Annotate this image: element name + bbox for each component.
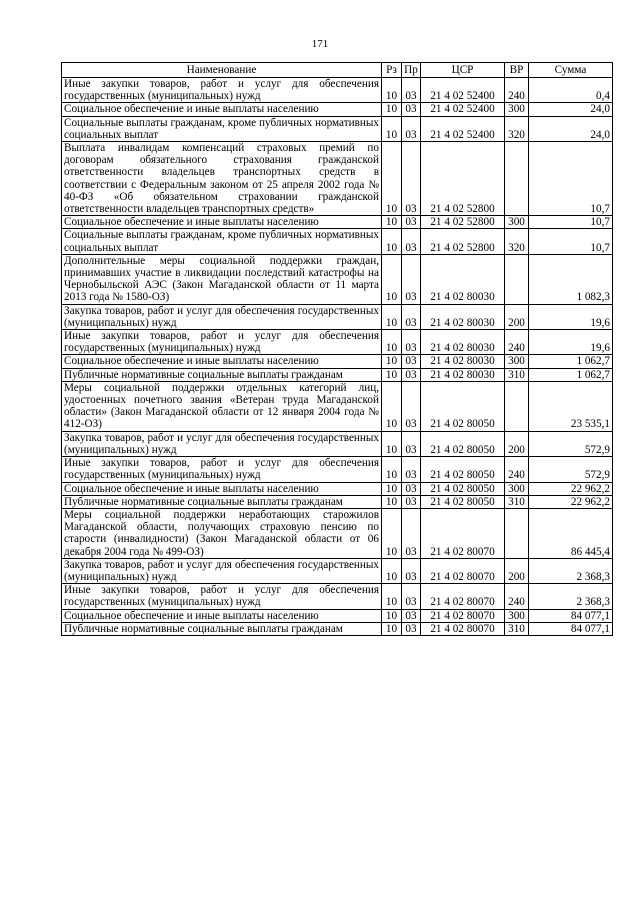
table-row bbox=[62, 431, 613, 456]
cell-rz: 10 bbox=[382, 558, 402, 583]
table-row bbox=[62, 609, 613, 622]
header-pr: Пр bbox=[402, 63, 421, 78]
cell-vr: 240 bbox=[505, 584, 529, 609]
cell-rz: 10 bbox=[382, 78, 402, 103]
cell-sum: 572,9 bbox=[529, 457, 613, 482]
cell-pr: 03 bbox=[402, 558, 421, 583]
table-body bbox=[62, 78, 613, 636]
cell-vr bbox=[505, 142, 529, 216]
table-row bbox=[62, 368, 613, 381]
cell-sum: 86 445,4 bbox=[529, 508, 613, 558]
cell-pr: 03 bbox=[402, 457, 421, 482]
cell-csr: 21 4 02 52800 bbox=[421, 142, 505, 216]
cell-vr: 310 bbox=[505, 368, 529, 381]
cell-csr: 21 4 02 80030 bbox=[421, 330, 505, 355]
cell-rz: 10 bbox=[382, 229, 402, 254]
cell-name: Социальные выплаты гражданам, кроме публичных нормативных социальных выплат bbox=[62, 116, 382, 141]
cell-pr: 03 bbox=[402, 508, 421, 558]
cell-pr: 03 bbox=[402, 142, 421, 216]
cell-csr: 21 4 02 80030 bbox=[421, 304, 505, 329]
table-row bbox=[62, 330, 613, 355]
table-row bbox=[62, 508, 613, 558]
table-row bbox=[62, 142, 613, 216]
cell-vr: 240 bbox=[505, 78, 529, 103]
cell-pr: 03 bbox=[402, 431, 421, 456]
cell-sum: 1 062,7 bbox=[529, 355, 613, 368]
cell-name: Социальные выплаты гражданам, кроме публичных нормативных социальных выплат bbox=[62, 229, 382, 254]
cell-vr: 200 bbox=[505, 304, 529, 329]
cell-sum: 10,7 bbox=[529, 142, 613, 216]
cell-sum: 10,7 bbox=[529, 216, 613, 229]
cell-pr: 03 bbox=[402, 482, 421, 495]
cell-rz: 10 bbox=[382, 116, 402, 141]
cell-vr: 320 bbox=[505, 116, 529, 141]
cell-sum: 84 077,1 bbox=[529, 609, 613, 622]
cell-vr: 320 bbox=[505, 229, 529, 254]
cell-name: Закупка товаров, работ и услуг для обеспечения государственных (муниципальных) нужд bbox=[62, 431, 382, 456]
cell-vr: 200 bbox=[505, 431, 529, 456]
table-row bbox=[62, 229, 613, 254]
table-row bbox=[62, 622, 613, 635]
table-row bbox=[62, 304, 613, 329]
header-name: Наименование bbox=[62, 63, 382, 78]
cell-name: Публичные нормативные социальные выплаты гражданам bbox=[62, 622, 382, 635]
cell-rz: 10 bbox=[382, 330, 402, 355]
cell-pr: 03 bbox=[402, 584, 421, 609]
cell-csr: 21 4 02 80070 bbox=[421, 508, 505, 558]
cell-csr: 21 4 02 80050 bbox=[421, 495, 505, 508]
cell-sum: 24,0 bbox=[529, 116, 613, 141]
table-row bbox=[62, 558, 613, 583]
table-row bbox=[62, 355, 613, 368]
cell-csr: 21 4 02 52400 bbox=[421, 103, 505, 116]
cell-rz: 10 bbox=[382, 142, 402, 216]
cell-csr: 21 4 02 52400 bbox=[421, 78, 505, 103]
cell-pr: 03 bbox=[402, 368, 421, 381]
cell-sum: 572,9 bbox=[529, 431, 613, 456]
cell-vr: 240 bbox=[505, 457, 529, 482]
cell-csr: 21 4 02 80070 bbox=[421, 584, 505, 609]
cell-rz: 10 bbox=[382, 609, 402, 622]
header-rz: Рз bbox=[382, 63, 402, 78]
cell-pr: 03 bbox=[402, 609, 421, 622]
cell-name: Выплата инвалидам компенсаций страховых премий по договорам обязательного страхования гражданской ответственности владельцев транспортных средств в соответствии с Федеральным законом от 25 апреля 2002 года № 40-ФЗ «Об обязательном страховании гражданской ответственности владельцев транспортных средств» bbox=[62, 142, 382, 216]
cell-sum: 19,6 bbox=[529, 304, 613, 329]
table-row bbox=[62, 482, 613, 495]
cell-name: Дополнительные меры социальной поддержки граждан, принимавших участие в ликвидации последствий катастрофы на Чернобыльской АЭС (Закон Магаданской области от 11 марта 2013 года № 1580-ОЗ) bbox=[62, 254, 382, 304]
cell-pr: 03 bbox=[402, 495, 421, 508]
cell-rz: 10 bbox=[382, 584, 402, 609]
cell-name: Иные закупки товаров, работ и услуг для обеспечения государственных (муниципальных) нужд bbox=[62, 457, 382, 482]
cell-csr: 21 4 02 80050 bbox=[421, 431, 505, 456]
cell-sum: 2 368,3 bbox=[529, 558, 613, 583]
cell-pr: 03 bbox=[402, 116, 421, 141]
cell-csr: 21 4 02 80050 bbox=[421, 482, 505, 495]
table-row bbox=[62, 457, 613, 482]
cell-rz: 10 bbox=[382, 103, 402, 116]
cell-sum: 2 368,3 bbox=[529, 584, 613, 609]
cell-sum: 10,7 bbox=[529, 229, 613, 254]
cell-sum: 1 082,3 bbox=[529, 254, 613, 304]
table-row bbox=[62, 116, 613, 141]
cell-name: Публичные нормативные социальные выплаты гражданам bbox=[62, 368, 382, 381]
cell-name: Публичные нормативные социальные выплаты гражданам bbox=[62, 495, 382, 508]
cell-name: Социальное обеспечение и иные выплаты населению bbox=[62, 482, 382, 495]
table-row bbox=[62, 254, 613, 304]
cell-sum: 84 077,1 bbox=[529, 622, 613, 635]
cell-vr: 300 bbox=[505, 482, 529, 495]
cell-vr bbox=[505, 508, 529, 558]
cell-sum: 24,0 bbox=[529, 103, 613, 116]
table-row bbox=[62, 78, 613, 103]
cell-rz: 10 bbox=[382, 355, 402, 368]
budget-table bbox=[61, 62, 613, 636]
table-row bbox=[62, 103, 613, 116]
cell-pr: 03 bbox=[402, 78, 421, 103]
cell-name: Социальное обеспечение и иные выплаты населению bbox=[62, 103, 382, 116]
cell-sum: 23 535,1 bbox=[529, 381, 613, 431]
cell-pr: 03 bbox=[402, 216, 421, 229]
cell-rz: 10 bbox=[382, 216, 402, 229]
cell-csr: 21 4 02 52800 bbox=[421, 216, 505, 229]
cell-vr: 240 bbox=[505, 330, 529, 355]
cell-sum: 22 962,2 bbox=[529, 482, 613, 495]
cell-name: Закупка товаров, работ и услуг для обеспечения государственных (муниципальных) нужд bbox=[62, 304, 382, 329]
cell-csr: 21 4 02 80030 bbox=[421, 254, 505, 304]
cell-csr: 21 4 02 80070 bbox=[421, 558, 505, 583]
cell-sum: 22 962,2 bbox=[529, 495, 613, 508]
cell-pr: 03 bbox=[402, 355, 421, 368]
table-row bbox=[62, 495, 613, 508]
cell-name: Иные закупки товаров, работ и услуг для обеспечения государственных (муниципальных) нужд bbox=[62, 78, 382, 103]
page-number: 171 bbox=[311, 38, 329, 50]
cell-csr: 21 4 02 80030 bbox=[421, 355, 505, 368]
header-csr: ЦСР bbox=[421, 63, 505, 78]
cell-vr: 310 bbox=[505, 495, 529, 508]
cell-rz: 10 bbox=[382, 482, 402, 495]
table-header-row bbox=[62, 63, 613, 78]
cell-pr: 03 bbox=[402, 229, 421, 254]
cell-csr: 21 4 02 80050 bbox=[421, 457, 505, 482]
cell-csr: 21 4 02 80050 bbox=[421, 381, 505, 431]
cell-name: Меры социальной поддержки неработающих старожилов Магаданской области, получающих страховую пенсию по старости (инвалидности) (Закон Магаданской области от 06 декабря 2004 года № 499-ОЗ) bbox=[62, 508, 382, 558]
cell-rz: 10 bbox=[382, 368, 402, 381]
cell-vr: 310 bbox=[505, 622, 529, 635]
cell-rz: 10 bbox=[382, 304, 402, 329]
cell-csr: 21 4 02 80070 bbox=[421, 622, 505, 635]
cell-vr bbox=[505, 381, 529, 431]
cell-rz: 10 bbox=[382, 457, 402, 482]
cell-pr: 03 bbox=[402, 304, 421, 329]
cell-csr: 21 4 02 80070 bbox=[421, 609, 505, 622]
cell-rz: 10 bbox=[382, 254, 402, 304]
cell-vr: 300 bbox=[505, 103, 529, 116]
cell-vr: 300 bbox=[505, 355, 529, 368]
cell-name: Социальное обеспечение и иные выплаты населению bbox=[62, 216, 382, 229]
cell-pr: 03 bbox=[402, 254, 421, 304]
cell-rz: 10 bbox=[382, 508, 402, 558]
cell-vr: 300 bbox=[505, 216, 529, 229]
cell-vr: 200 bbox=[505, 558, 529, 583]
cell-rz: 10 bbox=[382, 622, 402, 635]
cell-name: Иные закупки товаров, работ и услуг для обеспечения государственных (муниципальных) нужд bbox=[62, 330, 382, 355]
cell-vr bbox=[505, 254, 529, 304]
cell-pr: 03 bbox=[402, 330, 421, 355]
cell-csr: 21 4 02 52400 bbox=[421, 116, 505, 141]
cell-sum: 0,4 bbox=[529, 78, 613, 103]
cell-sum: 19,6 bbox=[529, 330, 613, 355]
cell-rz: 10 bbox=[382, 381, 402, 431]
cell-name: Иные закупки товаров, работ и услуг для обеспечения государственных (муниципальных) нужд bbox=[62, 584, 382, 609]
cell-name: Закупка товаров, работ и услуг для обеспечения государственных (муниципальных) нужд bbox=[62, 558, 382, 583]
cell-sum: 1 062,7 bbox=[529, 368, 613, 381]
cell-rz: 10 bbox=[382, 495, 402, 508]
table-row bbox=[62, 216, 613, 229]
cell-vr: 300 bbox=[505, 609, 529, 622]
cell-csr: 21 4 02 52800 bbox=[421, 229, 505, 254]
header-vr: ВР bbox=[505, 63, 529, 78]
cell-csr: 21 4 02 80030 bbox=[421, 368, 505, 381]
cell-pr: 03 bbox=[402, 381, 421, 431]
cell-name: Социальное обеспечение и иные выплаты населению bbox=[62, 355, 382, 368]
cell-rz: 10 bbox=[382, 431, 402, 456]
header-sum: Сумма bbox=[529, 63, 613, 78]
table-row bbox=[62, 584, 613, 609]
cell-pr: 03 bbox=[402, 622, 421, 635]
cell-name: Социальное обеспечение и иные выплаты населению bbox=[62, 609, 382, 622]
cell-name: Меры социальной поддержки отдельных категорий лиц, удостоенных почетного звания «Ветеран труда Магаданской области» (Закон Магаданской области от 12 января 2004 года № 412-ОЗ) bbox=[62, 381, 382, 431]
table-row bbox=[62, 381, 613, 431]
cell-pr: 03 bbox=[402, 103, 421, 116]
